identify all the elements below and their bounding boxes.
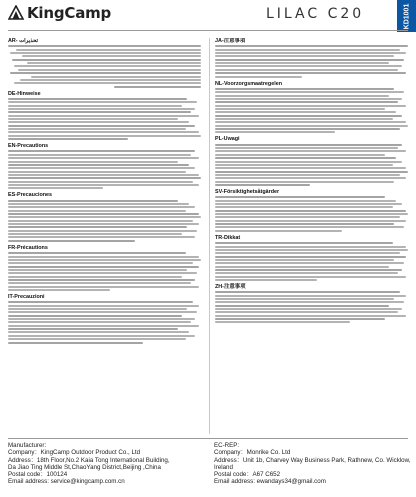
text-line: [215, 147, 398, 149]
text-line: [8, 161, 178, 163]
text-line: [8, 108, 195, 110]
text-line: [8, 226, 187, 228]
text-line: [8, 236, 195, 238]
model-code-badge: [397, 0, 416, 32]
text-line: [8, 230, 197, 232]
manufacturer-postal: Postal code：100124: [8, 471, 68, 479]
text-line: [8, 167, 195, 169]
text-line: [215, 167, 406, 169]
text-line: [8, 131, 199, 133]
text-line: [215, 45, 408, 47]
text-line: [8, 157, 199, 159]
manufacturer-address-2: Da Jiao Ting Middle St,ChaoYang District,Beijing ,China: [8, 463, 161, 471]
section-title: TR-Dikkat: [215, 234, 241, 241]
precaution-section: [215, 284, 408, 324]
text-line: [215, 203, 402, 205]
text-line: [8, 111, 191, 113]
text-line: [8, 286, 199, 288]
text-line: [14, 65, 201, 67]
brand-logo: [8, 4, 111, 22]
text-line: [8, 171, 186, 173]
section-title: PL-Uwagi: [215, 136, 240, 143]
text-line: [215, 256, 406, 258]
text-line: [8, 318, 195, 320]
text-line: [215, 291, 400, 293]
text-line: [8, 335, 195, 337]
text-line: [8, 301, 193, 303]
text-line: [22, 55, 201, 57]
text-line: [8, 135, 201, 137]
text-line: [215, 272, 398, 274]
section-title: AR- تحذيرات: [8, 38, 38, 44]
ec-rep-address-2: Ireland: [214, 463, 233, 471]
text-line: [8, 266, 199, 268]
text-line: [8, 311, 197, 313]
text-line: [8, 203, 189, 205]
text-line: [215, 210, 406, 212]
column-divider: [209, 38, 210, 434]
section-title: DE-Hinweise: [8, 90, 41, 97]
text-line: [215, 259, 394, 261]
precaution-section: [215, 81, 408, 134]
text-line: [8, 305, 199, 307]
text-line: [215, 55, 394, 57]
precaution-section: [8, 91, 201, 141]
text-line: [215, 59, 404, 61]
text-line: [8, 328, 178, 330]
kingcamp-logo-icon: [8, 5, 24, 21]
section-title: EN-Precautions: [8, 143, 49, 150]
text-line: [215, 65, 402, 67]
ec-rep-company: Company：Monrike Co. Ltd: [214, 449, 291, 457]
text-line: [215, 69, 398, 71]
text-line: [215, 62, 389, 64]
text-line: [20, 79, 201, 81]
text-line: [215, 298, 394, 300]
manufacturer-email: Email address: service@kingcamp.com.cn: [8, 478, 125, 486]
text-line: [8, 174, 199, 176]
text-line: [8, 262, 193, 264]
precaution-section: [215, 189, 408, 232]
text-line: [215, 196, 385, 198]
precaution-section: [8, 294, 201, 344]
text-line: [215, 295, 406, 297]
text-line: [8, 279, 195, 281]
text-line: [215, 115, 402, 117]
text-line: [215, 223, 394, 225]
precaution-section: [215, 38, 408, 78]
text-line: [215, 49, 400, 51]
text-line: [8, 150, 195, 152]
text-line: [215, 276, 406, 278]
text-line: [10, 52, 201, 54]
text-line: [8, 272, 197, 274]
text-line: [8, 213, 199, 215]
text-line: [215, 105, 406, 107]
product-name: LILAC C20: [266, 6, 365, 22]
text-line: [8, 252, 186, 254]
header-divider: [8, 30, 408, 31]
text-line: [8, 216, 201, 218]
text-line: [215, 318, 385, 320]
text-line: [27, 62, 201, 64]
text-line: [8, 154, 191, 156]
text-line: [215, 98, 402, 100]
text-line: [215, 125, 408, 127]
text-line: [215, 246, 406, 248]
text-line: [215, 266, 389, 268]
text-line: [8, 308, 187, 310]
left-column-precautions: [8, 38, 201, 434]
text-line: [215, 91, 404, 93]
text-line: [215, 121, 406, 123]
text-line: [215, 150, 406, 152]
text-line: [10, 72, 201, 74]
text-line: [215, 72, 406, 74]
brand-name: KingCamp: [27, 4, 112, 22]
text-line: [8, 256, 199, 258]
manufacturer-address-1: Address：18th Floor,No.2 Kaia Tong International Building,: [8, 456, 170, 464]
ec-rep-label: EC-REP:: [214, 442, 240, 449]
text-line: [8, 321, 191, 323]
text-line: [215, 308, 402, 310]
text-line: [8, 233, 182, 235]
text-line: [8, 206, 195, 208]
text-line: [215, 128, 400, 130]
text-line: [215, 108, 385, 110]
text-line: [215, 226, 404, 228]
text-line: [215, 301, 404, 303]
text-line: [8, 259, 201, 261]
document-header: [0, 0, 416, 30]
ec-rep-address-1: Address：Unit 1b, Charvey Way Business Park, Rathnew, Co. Wicklow,: [214, 456, 411, 464]
text-line: [215, 88, 394, 90]
text-line: [16, 49, 201, 51]
text-line: [215, 242, 393, 244]
text-line: [215, 131, 335, 133]
text-line: [215, 52, 406, 54]
precaution-section: [215, 235, 408, 281]
text-line: [215, 262, 404, 264]
text-line: [8, 121, 189, 123]
text-line: [215, 154, 385, 156]
footer-divider: [8, 438, 408, 439]
text-line: [215, 305, 389, 307]
text-line: [8, 187, 103, 189]
section-title: ES-Precauciones: [8, 192, 53, 199]
precaution-section: [8, 38, 201, 88]
text-line: [18, 69, 201, 71]
text-line: [215, 230, 342, 232]
text-line: [215, 171, 408, 173]
text-line: [8, 138, 128, 140]
text-line: [215, 206, 393, 208]
text-line: [215, 184, 310, 186]
document-footer: [0, 440, 416, 497]
section-title: FR-Précautions: [8, 244, 48, 251]
right-column-precautions: [215, 38, 408, 434]
text-line: [8, 177, 201, 179]
text-line: [8, 164, 189, 166]
manufacturer-company: Company：KingCamp Outdoor Product Co., Ltd: [8, 449, 141, 457]
manufacturer-block: [8, 442, 208, 486]
text-line: [215, 118, 393, 120]
text-line: [215, 174, 400, 176]
text-line: [8, 210, 186, 212]
text-line: [8, 331, 189, 333]
text-line: [215, 311, 398, 313]
text-line: [215, 157, 396, 159]
text-line: [215, 111, 396, 113]
text-line: [8, 223, 199, 225]
text-line: [31, 76, 201, 78]
text-line: [215, 315, 406, 317]
text-line: [215, 249, 408, 251]
precaution-section: [8, 143, 201, 189]
text-line: [8, 45, 201, 47]
text-line: [215, 213, 408, 215]
text-line: [215, 181, 394, 183]
text-line: [215, 144, 402, 146]
text-line: [8, 98, 187, 100]
text-line: [14, 82, 201, 84]
section-title: JA-注意事項: [215, 38, 246, 44]
text-line: [8, 338, 186, 340]
ec-rep-block: [214, 442, 410, 486]
text-line: [215, 269, 402, 271]
text-line: [215, 200, 396, 202]
text-line: [8, 276, 182, 278]
text-line: [215, 216, 400, 218]
text-line: [8, 105, 182, 107]
section-title: NL-Voorzorgsmaatregelen: [215, 80, 282, 87]
text-line: [8, 315, 182, 317]
text-line: [8, 118, 178, 120]
section-title: ZH-注意事项: [215, 283, 246, 290]
text-line: [8, 240, 135, 242]
ec-rep-postal: Postal code：A67 C652: [214, 471, 281, 479]
text-line: [215, 252, 400, 254]
precaution-section: [8, 245, 201, 291]
ec-rep-email: Email address: ewandays34@gmail.com: [214, 478, 326, 486]
text-line: [8, 115, 199, 117]
text-line: [8, 289, 110, 291]
section-title: IT-Precauzioni: [8, 293, 45, 300]
text-line: [215, 76, 302, 78]
text-line: [114, 86, 201, 88]
text-line: [8, 181, 193, 183]
section-title: SV-Försiktighetsåtgärder: [215, 188, 280, 195]
precaution-section: [8, 192, 201, 242]
text-line: [8, 282, 191, 284]
text-line: [215, 101, 398, 103]
text-line: [215, 95, 389, 97]
text-line: [8, 101, 197, 103]
text-line: [8, 325, 199, 327]
model-code: KD1001: [403, 3, 410, 29]
precaution-section: [215, 136, 408, 186]
text-line: [215, 321, 350, 323]
text-line: [8, 184, 199, 186]
text-line: [215, 220, 406, 222]
text-line: [12, 59, 201, 61]
text-line: [8, 269, 187, 271]
text-line: [8, 128, 186, 130]
text-line: [215, 161, 402, 163]
text-line: [8, 125, 195, 127]
text-line: [215, 164, 393, 166]
text-line: [8, 342, 143, 344]
text-line: [8, 200, 178, 202]
manufacturer-label: Manufacturer:: [8, 442, 47, 449]
text-line: [215, 177, 406, 179]
text-line: [215, 279, 317, 281]
text-line: [8, 220, 193, 222]
